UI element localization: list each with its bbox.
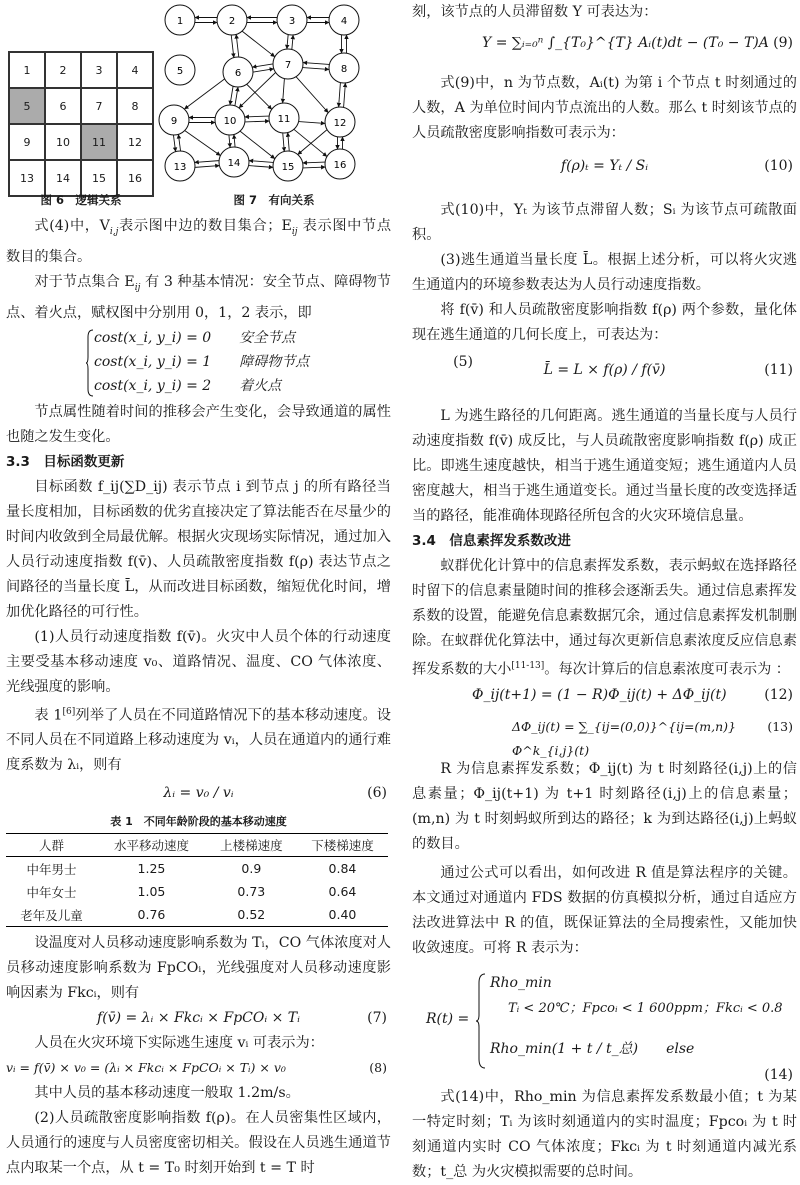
graph-edge xyxy=(185,79,225,109)
eq-lhs: R(t) = xyxy=(426,1010,470,1027)
eq-line: Tᵢ < 20℃；Fpcoᵢ < 1 600ppm；Fkcᵢ < 0.8 xyxy=(508,1000,783,1016)
graph-edge xyxy=(242,31,274,56)
table-cell: 0.84 xyxy=(328,861,357,877)
equation-number: (7) xyxy=(367,1010,387,1027)
paragraph: 式(9)中，n 为节点数，Aᵢ(t) 为第 i 个节点 t 时刻通过的人数，A 为单位时间内节点流出的人数。那么 t 时刻该节点的人员疏散密度影响指数可表示为： xyxy=(412,75,797,141)
paragraph: (2)人员疏散密度影响指数 f(ρ)。在人员密集性区域内，人员通行的速度与人员密度密切相关。假设在人员逃生通道节点内取某一个点，从 t = T₀ 时刻开始到 t = T 时 xyxy=(6,1110,391,1177)
equation-12: Φ_ij(t+1) = (1 − R)Φ_ij(t) + ΔΦ_ij(t) (12) xyxy=(412,683,797,709)
graph-edge xyxy=(178,135,180,151)
equation-8: vᵢ = f(v̄) × v₀ = (λᵢ × Fkcᵢ × FpCOᵢ × Tᵢ) × v₀ (8) xyxy=(6,1056,391,1081)
grid-cell: 15 xyxy=(81,160,117,196)
graph-edge xyxy=(231,35,234,57)
grid-cell: 7 xyxy=(81,88,117,124)
table-cell: 1.05 xyxy=(137,884,166,900)
paragraph: 通过公式可以看出，如何改进 R 值是算法程序的关键。本文通过对通道内 FDS 数据的仿真模拟分析，通过自适应方法改进算法中 R 的值，既保证算法的全局搜索性，又能加快收敛速度。可将 R 表示为： xyxy=(412,864,797,956)
paragraph: 将 f(v̄) 和人员疏散密度影响指数 f(ρ) 两个参数，量化体现在逃生通道的几何长度上，可表达为： xyxy=(412,302,797,343)
equation-9: Y = ∑ᵢ₌₀ⁿ ∫_{T₀}^{T} Aᵢ(t)dt − (T₀ − T)A (9) xyxy=(412,25,797,71)
graph-edge xyxy=(195,161,219,163)
graph-edge xyxy=(245,121,269,122)
graph-node-label: 10 xyxy=(223,116,237,127)
section-heading-3-3: 3.3 目标函数更新 xyxy=(6,453,125,470)
grid-cell: 12 xyxy=(117,124,153,160)
equation-10: f(ρ)ₜ = Yₜ / Sᵢ (10) xyxy=(412,146,797,198)
grid-cell-obstacle: 11 xyxy=(81,124,117,160)
graph-edge xyxy=(288,133,290,151)
eq-line: cost(x_i, y_i) = 1 障碍物节点 xyxy=(94,353,310,370)
right-column xyxy=(412,0,797,1185)
graph-edge xyxy=(185,131,220,156)
graph-edge xyxy=(344,83,346,107)
graph-node-label: 13 xyxy=(173,162,187,173)
graph-edge xyxy=(195,166,219,168)
grid-cell: 16 xyxy=(117,160,153,196)
graph-node-label: 15 xyxy=(281,162,295,173)
grid-cell: 6 xyxy=(45,88,81,124)
graph-edge xyxy=(292,35,293,49)
equation-number: (10) xyxy=(764,158,793,174)
table-header: 上楼梯速度 xyxy=(206,834,297,857)
graph-edge xyxy=(298,130,327,155)
left-brace xyxy=(86,329,94,397)
paragraph: 目标函数 f_ij(∑D_ij) 表示节点 i 到节点 j 的所有路径当量长度相加，目标函数的优劣直接决定了算法能否在尽量少的时间内收敛到全局最优解。根据火灾现场实际情况，通过加入人员行动速度指数 f(v̄)、人员疏散密度指数 f(ρ) 表达节点之间路径的当量长度 L̄，从而改进目标函数，缩短优化时间，增加优化路径的可行性。 xyxy=(6,478,391,620)
equation-11: L̄ = L × f(ρ) / f(v̄) (11) xyxy=(412,348,797,404)
table-cell: 中年男士 xyxy=(26,861,77,877)
table-1 xyxy=(6,833,388,927)
graph-edge xyxy=(230,86,233,104)
eq-line: Rho_min(1 + t / t_总) else xyxy=(490,1040,695,1057)
table-header: 下楼梯速度 xyxy=(297,834,388,857)
graph-edge xyxy=(339,83,341,107)
graph-edge xyxy=(303,167,325,168)
table-header: 水平移动速度 xyxy=(97,834,206,857)
graph-edge xyxy=(234,135,235,147)
graph-edge xyxy=(299,122,325,124)
table-cell: 1.25 xyxy=(137,861,166,877)
graph-edge xyxy=(303,162,325,163)
table-row xyxy=(6,880,388,903)
graph-node-label: 5 xyxy=(176,66,184,77)
graph-edge xyxy=(235,87,238,105)
paragraph: L 为逃生路径的几何距离。逃生通道的当量长度与人员行动速度指数 f(v̄) 成反比，与人员疏散密度影响指数 f(ρ) 成正比。即逃生速度越快，相当于逃生通道变短；逃生通道内人员密度越大，相当于逃生通道变长。通过当量长度的改变选择适当的路径，能准确体现路径所包含的火灾环境信息量。 xyxy=(412,408,797,524)
figure-7-caption: 图 7 有向关系 xyxy=(233,193,315,207)
paragraph: 节点属性随着时间的推移会产生变化，会导致通道的属性也随之发生变化。 xyxy=(6,403,391,445)
equation-number: (6) xyxy=(367,785,387,802)
equation-number: (14) xyxy=(764,1066,793,1083)
paragraph: (3)逃生通道当量长度 L̄。根据上述分析，可以将火灾逃生通道内的环境参数表达为人员行动速度指数。 xyxy=(412,252,797,293)
grid-cell: 4 xyxy=(117,52,153,88)
table-cell: 0.73 xyxy=(237,884,266,900)
equation-5 xyxy=(94,326,473,400)
graph-edge xyxy=(287,35,288,49)
figure-7-graph xyxy=(154,0,390,190)
equation-number: (12) xyxy=(764,686,793,703)
graph-edge xyxy=(303,63,329,65)
grid-cell: 3 xyxy=(81,52,117,88)
equation-13: ΔΦ_ij(t) = ∑_{ij=(0,0)}^{ij=(m,n)} Φ^k_{i,j}(t) (13) xyxy=(412,709,797,757)
graph-edge xyxy=(249,161,273,163)
graph-edge xyxy=(173,135,175,151)
graph-edge xyxy=(253,69,273,72)
grid-cell: 13 xyxy=(9,160,45,196)
grid-cell: 2 xyxy=(45,52,81,88)
table-cell: 0.64 xyxy=(328,884,357,900)
equation-6: λᵢ = v₀ / vᵢ (6) xyxy=(6,778,391,811)
paragraph: 人员在火灾环境下实际逃生速度 vᵢ 可表示为： xyxy=(34,1035,324,1052)
paragraph: 式(4)中，$V_{i,j}$表示图中边的数目集合；$E_{ij}$ 表示图中节点数目的集合。 xyxy=(6,218,392,265)
grid-cell-obstacle: 5 xyxy=(9,88,45,124)
graph-edge xyxy=(252,64,272,67)
graph-node-label: 14 xyxy=(227,158,241,169)
table-1-caption: 表 1 不同年龄阶段的基本移动速度 xyxy=(110,815,287,829)
paragraph: (1)人员行动速度指数 f(v̄)。火灾中人员个体的行动速度主要受基本移动速度 v₀、道路情况、温度、CO 气体浓度、光线强度的影响。 xyxy=(6,628,391,695)
figure-6-caption: 图 6 逻辑关系 xyxy=(40,193,122,207)
equation-number: (11) xyxy=(764,362,793,378)
left-brace xyxy=(476,973,486,1069)
graph-edge xyxy=(229,135,230,147)
table-cell: 0.9 xyxy=(241,861,262,877)
graph-edge xyxy=(296,77,328,113)
graph-node-label: 4 xyxy=(340,16,348,27)
graph-node-label: 12 xyxy=(333,118,347,129)
graph-node-label: 11 xyxy=(277,114,291,125)
eq-line: cost(x_i, y_i) = 0 安全节点 xyxy=(94,329,296,346)
paragraph: R 为信息素挥发系数；Φ_ij(t) 为 t 时刻路径(i,j)上的信息素量；Φ_ij(t+1) 为 t+1 时刻路径(i,j)上的信息素量；(m,n) 为 t 时刻蚂蚁所到达的路径；k 为到达路径(i,j)上蚂蚁的数目。 xyxy=(412,760,797,852)
paragraph: 式(14)中，Rho_min 为信息素挥发系数最小值；t 为某一特定时刻；Tᵢ 为该时刻通道内的实时温度；Fpcoᵢ 为 t 时刻通道内实时 CO 气体浓度；Fkcᵢ 为 t 时刻通道内减光系数；t_总 为火灾模拟需要的总时间。 xyxy=(412,1088,797,1180)
eq-line: cost(x_i, y_i) = 2 着火点 xyxy=(94,377,282,394)
equation-number: (5) xyxy=(453,353,473,370)
equation-number: (8) xyxy=(369,1060,387,1076)
paragraph: 表 1[6]列举了人员在不同道路情况下的基本移动速度。设不同人员在不同道路上移动速度为 vᵢ，人员在通道内的通行难度系数为 λᵢ，则有 xyxy=(6,706,391,774)
graph-edge xyxy=(283,133,285,151)
paragraph: 对于节点集合 $E_{ij}$ 有 3 种基本情况：安全节点、障碍物节点、着火点，赋权图中分别用 0，1，2 表示，即 xyxy=(6,273,392,321)
graph-edge xyxy=(249,166,273,168)
graph-edge xyxy=(283,79,285,103)
table-cell: 中年女士 xyxy=(26,884,77,900)
table-cell: 0.52 xyxy=(206,903,297,927)
paragraph: 刻，该节点的人员滞留数 Y 可表达为： xyxy=(412,4,658,20)
grid-cell: 8 xyxy=(117,88,153,124)
graph-edge xyxy=(236,35,239,57)
graph-node-label: 2 xyxy=(228,16,236,27)
table-row xyxy=(6,903,388,927)
paragraph: 式(10)中，Yₜ 为该节点滞留人数；Sᵢ 为该节点可疏散面积。 xyxy=(412,202,797,243)
graph-node-label: 1 xyxy=(176,16,184,27)
grid-cell: 14 xyxy=(45,160,81,196)
graph-node-label: 16 xyxy=(333,160,347,171)
paragraph: 其中人员的基本移动速度一般取 1.2m/s。 xyxy=(34,1085,300,1102)
graph-node-label: 6 xyxy=(234,68,242,79)
equation-7: f(v̄) = λᵢ × Fkcᵢ × FpCOᵢ × Tᵢ (7) xyxy=(6,1006,391,1031)
grid-cell: 1 xyxy=(9,52,45,88)
section-heading-3-4: 3.4 信息素挥发系数改进 xyxy=(412,533,571,549)
table-header: 人群 xyxy=(6,834,97,857)
equation-number: (13) xyxy=(767,718,793,734)
table-cell: 0.40 xyxy=(297,903,388,927)
grid-cell: 10 xyxy=(45,124,81,160)
table-cell: 老年及儿童 xyxy=(6,903,97,927)
table-row xyxy=(6,857,388,881)
grid-cell: 9 xyxy=(9,124,45,160)
graph-node-label: 3 xyxy=(288,16,296,27)
equation-14 xyxy=(412,967,797,1085)
graph-node-label: 7 xyxy=(284,60,292,71)
eq-line: Rho_min xyxy=(490,974,552,991)
graph-node-label: 9 xyxy=(170,116,178,127)
paragraph: 设温度对人员移动速度影响系数为 Tᵢ，CO 气体浓度对人员移动速度影响系数为 FpCOᵢ，光线强度对人员移动速度影响因素为 Fkcᵢ，则有 xyxy=(6,935,391,1002)
graph-node-label: 8 xyxy=(340,64,348,75)
table-cell: 0.76 xyxy=(97,903,206,927)
paragraph: 蚁群优化计算中的信息素挥发系数，表示蚂蚁在选择路径时留下的信息素量随时间的推移会逐渐丢失。通过信息素挥发系数的设置，能避免信息素数据冗余，通过信息素挥发机制删除。在蚁群优化算法中，通过每次更新信息素浓度反应信息素挥发系数的大小[11-13]。每次计算后的信息素浓度可表示为 ： xyxy=(412,558,797,678)
graph-edge xyxy=(245,116,269,117)
figure-6-grid xyxy=(8,51,154,197)
equation-number: (9) xyxy=(773,35,793,51)
graph-edge xyxy=(303,68,329,70)
